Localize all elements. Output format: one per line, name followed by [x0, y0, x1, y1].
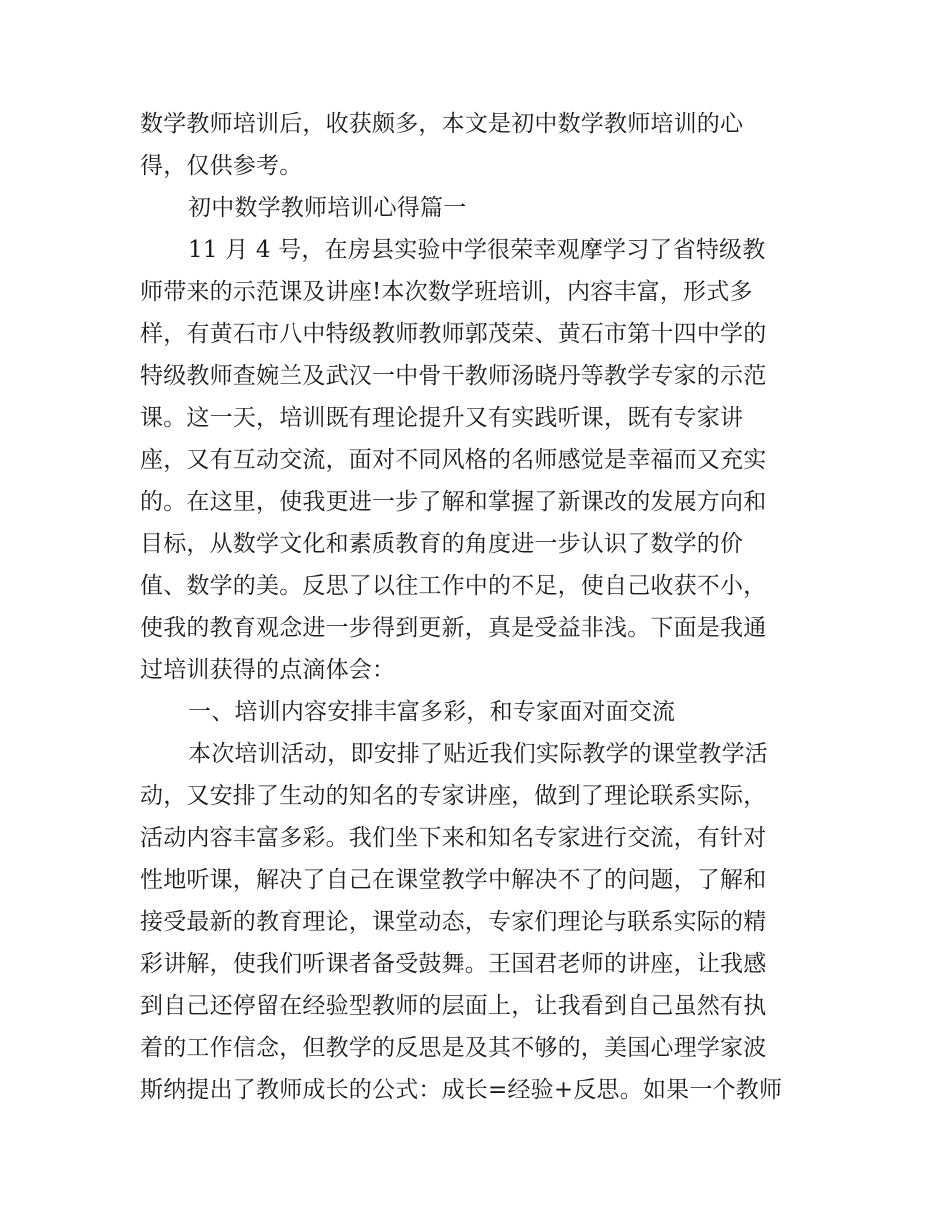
text-line: 彩讲解，使我们听课者备受鼓舞。王国君老师的讲座，让我感 [140, 951, 767, 977]
text-line: 接受最新的教育理论，课堂动态，专家们理论与联系实际的精 [140, 909, 767, 935]
text-line: 本次培训活动，即安排了贴近我们实际教学的课堂教学活 [188, 741, 768, 767]
text-line: 值、数学的美。反思了以往工作中的不足，使自己收获不小， [140, 573, 767, 599]
text-line: 性地听课，解决了自己在课堂教学中解决不了的问题，了解和 [140, 867, 767, 893]
text-line: 的。在这里，使我更进一步了解和掌握了新课改的发展方向和 [140, 489, 767, 515]
text-line: 斯纳提出了教师成长的公式：成长=经验+反思。如果一个教师 [140, 1077, 783, 1103]
text-line: 座，又有互动交流，面对不同风格的名师感觉是幸福而又充实 [140, 447, 767, 473]
text-line: 着的工作信念，但教学的反思是及其不够的，美国心理学家波 [140, 1035, 767, 1061]
text-line: 活动内容丰富多彩。我们坐下来和知名专家进行交流，有针对 [140, 825, 767, 851]
text-line: 过培训获得的点滴体会： [140, 657, 396, 683]
text-line: 使我的教育观念进一步得到更新，真是受益非浅。下面是我通 [140, 615, 767, 641]
text-line: 课。这一天，培训既有理论提升又有实践听课，既有专家讲 [140, 405, 744, 431]
text-line: 数学教师培训后，收获颇多，本文是初中数学教师培训的心 [140, 111, 744, 137]
subsection-heading: 一、培训内容安排丰富多彩，和专家面对面交流 [188, 699, 676, 725]
text-line: 目标，从数学文化和素质教育的角度进一步认识了数学的价 [140, 531, 744, 557]
section-heading: 初中数学教师培训心得篇一 [188, 195, 467, 221]
text-line: 师带来的示范课及讲座!本次数学班培训，内容丰富，形式多 [140, 279, 753, 305]
text-line: 得，仅供参考。 [140, 153, 303, 179]
text-line: 11 月 4 号，在房县实验中学很荣幸观摩学习了省特级教 [188, 237, 766, 263]
text-line: 到自己还停留在经验型教师的层面上，让我看到自己虽然有执 [140, 993, 767, 1019]
text-line: 特级教师查婉兰及武汉一中骨干教师汤晓丹等教学专家的示范 [140, 363, 767, 389]
text-line: 样，有黄石市八中特级教师教师郭茂荣、黄石市第十四中学的 [140, 321, 767, 347]
text-line: 动，又安排了生动的知名的专家讲座，做到了理论联系实际， [140, 783, 767, 809]
